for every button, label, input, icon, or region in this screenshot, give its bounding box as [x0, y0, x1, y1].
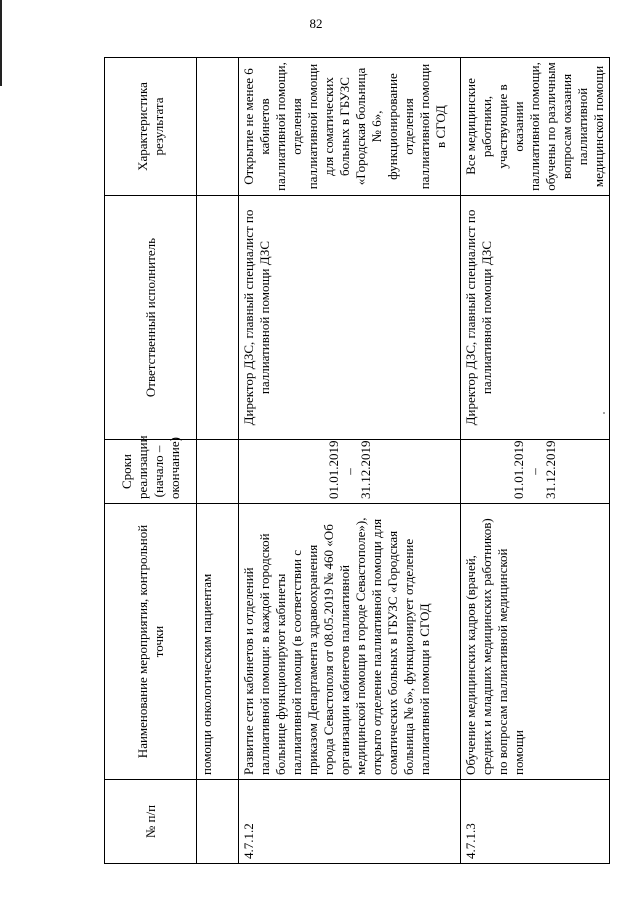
row-num: 4.7.1.2 — [239, 780, 461, 864]
row-name: Развитие сети кабинетов и отделений паллиативной помощи: в каждой городской больнице функционируют кабинеты паллиативной помощи (в соответствии с приказом Департамента здравоохранения города Севастополя от 08.05.2019 № 460 «Об организации кабинетов паллиативной медицинской помощи в городе Севастополе»), открыто отделение паллиативной помощи для соматических больных в ГБУЗС «Городская больница № 6», функционирует отделение паллиативной помощи в СГОД — [239, 504, 461, 780]
table-row — [197, 58, 239, 864]
row-num — [197, 780, 239, 864]
row-responsible: Директор ДЗС, главный специалист по паллиативной помощи ДЗС — [461, 196, 610, 440]
rotated-table-wrapper — [104, 58, 606, 864]
header-result: Характеристика результата — [105, 58, 197, 196]
row-result: Открытие не менее 6 кабинетов паллиативной помощи, отделения паллиативной помощи для соматических больных в ГБУЗС «Городская больница № 6», функционирование отделения паллиативной помощи в СГОД — [239, 58, 461, 196]
header-num: № п/п — [105, 780, 197, 864]
table-row — [239, 58, 461, 864]
scan-edge-mark — [0, 0, 2, 86]
row-result: Все медицинские работники, участвующие в оказании паллиативной помощи, обучены по различным вопросам оказания паллиативной медицинской помощи — [461, 58, 610, 196]
measures-table — [104, 57, 610, 864]
row-result — [197, 58, 239, 196]
header-dates: Сроки реализации (начало – окончание) — [105, 440, 197, 504]
row-name: Обучение медицинских кадров (врачей, средних и младших медицинских работников) по вопросам паллиативной медицинской помощи — [461, 504, 610, 780]
row-dates — [197, 440, 239, 504]
table-row — [461, 58, 610, 864]
row-num: 4.7.1.3 — [461, 780, 610, 864]
header-name: Наименование мероприятия, контрольной точки — [105, 504, 197, 780]
row-dates: 01.01.2019 – 31.12.2019 — [239, 440, 461, 504]
table-header-row — [105, 58, 197, 864]
page-number: 82 — [309, 16, 323, 31]
row-responsible — [197, 196, 239, 440]
row-name: помощи онкологическим пациентам — [197, 504, 239, 780]
header-responsible: Ответственный исполнитель — [105, 196, 197, 440]
row-responsible: Директор ДЗС, главный специалист по паллиативной помощи ДЗС — [239, 196, 461, 440]
row-dates: 01.01.2019 – 31.12.2019 — [461, 440, 610, 504]
